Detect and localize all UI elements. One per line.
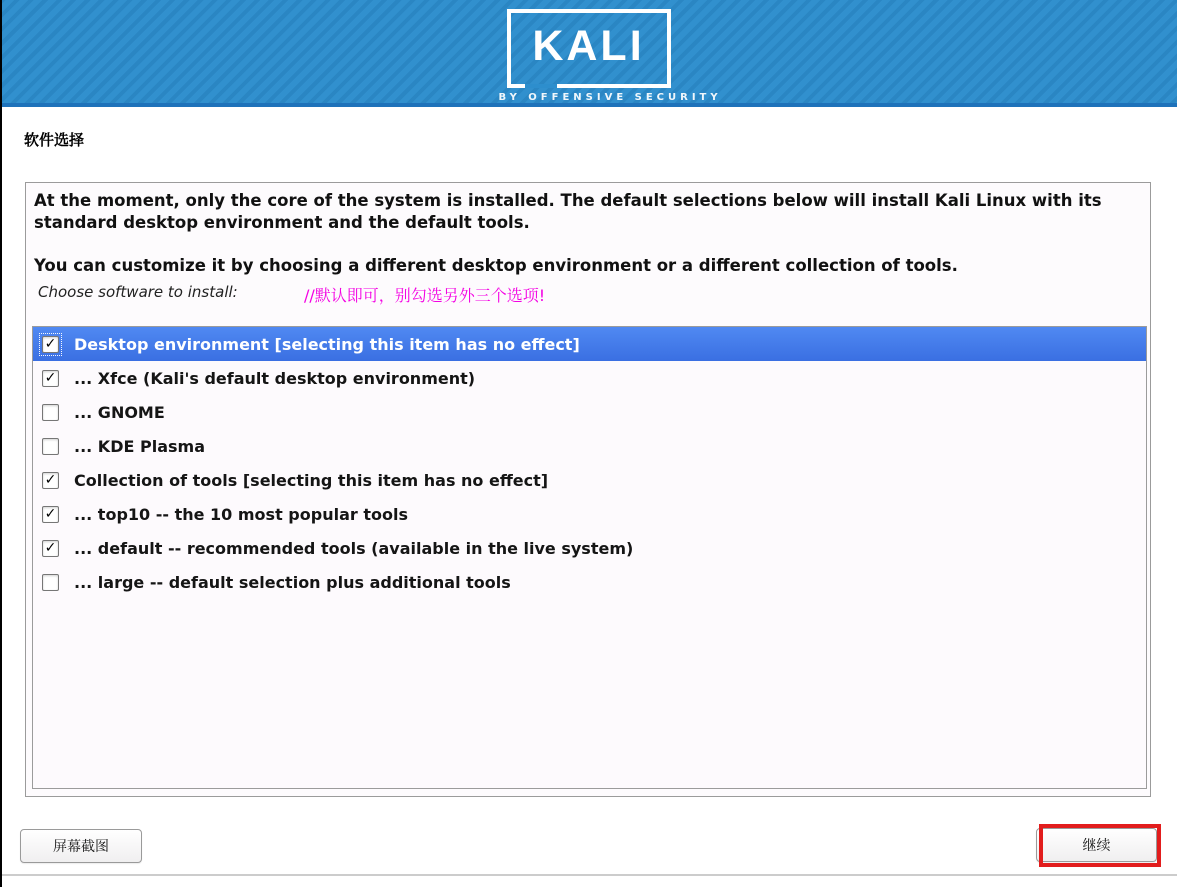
- screenshot-button[interactable]: 屏幕截图: [20, 829, 142, 863]
- intro-paragraph: At the moment, only the core of the system is installed. The default selections below will install Kali Linux with its standard desktop environment and the default tools.: [34, 191, 1102, 232]
- list-item-1[interactable]: [33, 361, 1146, 395]
- choose-software-label: Choose software to install:: [38, 283, 238, 301]
- checkbox[interactable]: [39, 401, 62, 424]
- list-item-6[interactable]: [33, 531, 1146, 565]
- list-item-4[interactable]: [33, 463, 1146, 497]
- checkbox[interactable]: [39, 537, 62, 560]
- checkbox-unchecked-icon: [42, 404, 59, 421]
- checkbox[interactable]: [39, 571, 62, 594]
- list-item-label: ... top10 -- the 10 most popular tools: [74, 504, 408, 524]
- kali-logo-frame: [507, 9, 671, 88]
- list-item-label: ... KDE Plasma: [74, 436, 205, 456]
- software-list[interactable]: [32, 326, 1147, 789]
- list-item-label: ... large -- default selection plus additional tools: [74, 572, 511, 592]
- page-title: 软件选择: [24, 131, 85, 149]
- continue-button[interactable]: 继续: [1036, 828, 1157, 862]
- checkbox[interactable]: [39, 503, 62, 526]
- checkbox[interactable]: [39, 367, 62, 390]
- magenta-annotation-text: //默认即可，别勾选另外三个选项!: [304, 286, 546, 305]
- list-item-2[interactable]: [33, 395, 1146, 429]
- list-item-3[interactable]: [33, 429, 1146, 463]
- checkbox-checked-icon: ✓: [42, 540, 59, 557]
- checkbox[interactable]: [39, 333, 62, 356]
- checkbox-unchecked-icon: [42, 574, 59, 591]
- checkbox-unchecked-icon: [42, 438, 59, 455]
- list-item-7[interactable]: [33, 565, 1146, 599]
- kali-banner: [0, 0, 1177, 107]
- content-frame: [25, 182, 1151, 797]
- screenshot-left-border: [0, 0, 2, 887]
- list-item-5[interactable]: [33, 497, 1146, 531]
- kali-logo-frame-gap: [525, 84, 557, 88]
- checkbox-checked-icon: ✓: [42, 370, 59, 387]
- checkbox-checked-icon: ✓: [42, 472, 59, 489]
- list-item-label: ... Xfce (Kali's default desktop environment): [74, 368, 476, 388]
- list-item-label: Collection of tools [selecting this item has no effect]: [74, 470, 549, 490]
- list-item-label: ... default -- recommended tools (available in the live system): [74, 538, 634, 558]
- checkbox-checked-icon: ✓: [42, 506, 59, 523]
- list-item-label: Desktop environment [selecting this item has no effect]: [74, 334, 580, 354]
- list-item-label: ... GNOME: [74, 402, 165, 422]
- screenshot-bottom-border: [0, 874, 1177, 876]
- list-item-0[interactable]: [33, 327, 1146, 361]
- kali-logo-subtitle: BY OFFENSIVE SECURITY: [498, 92, 722, 103]
- kali-logo-text: KALI: [532, 22, 645, 70]
- checkbox-checked-icon: ✓: [42, 336, 59, 353]
- customize-paragraph: You can customize it by choosing a different desktop environment or a different collection of tools.: [34, 256, 958, 275]
- checkbox[interactable]: [39, 469, 62, 492]
- kali-logo: [498, 9, 722, 103]
- checkbox[interactable]: [39, 435, 62, 458]
